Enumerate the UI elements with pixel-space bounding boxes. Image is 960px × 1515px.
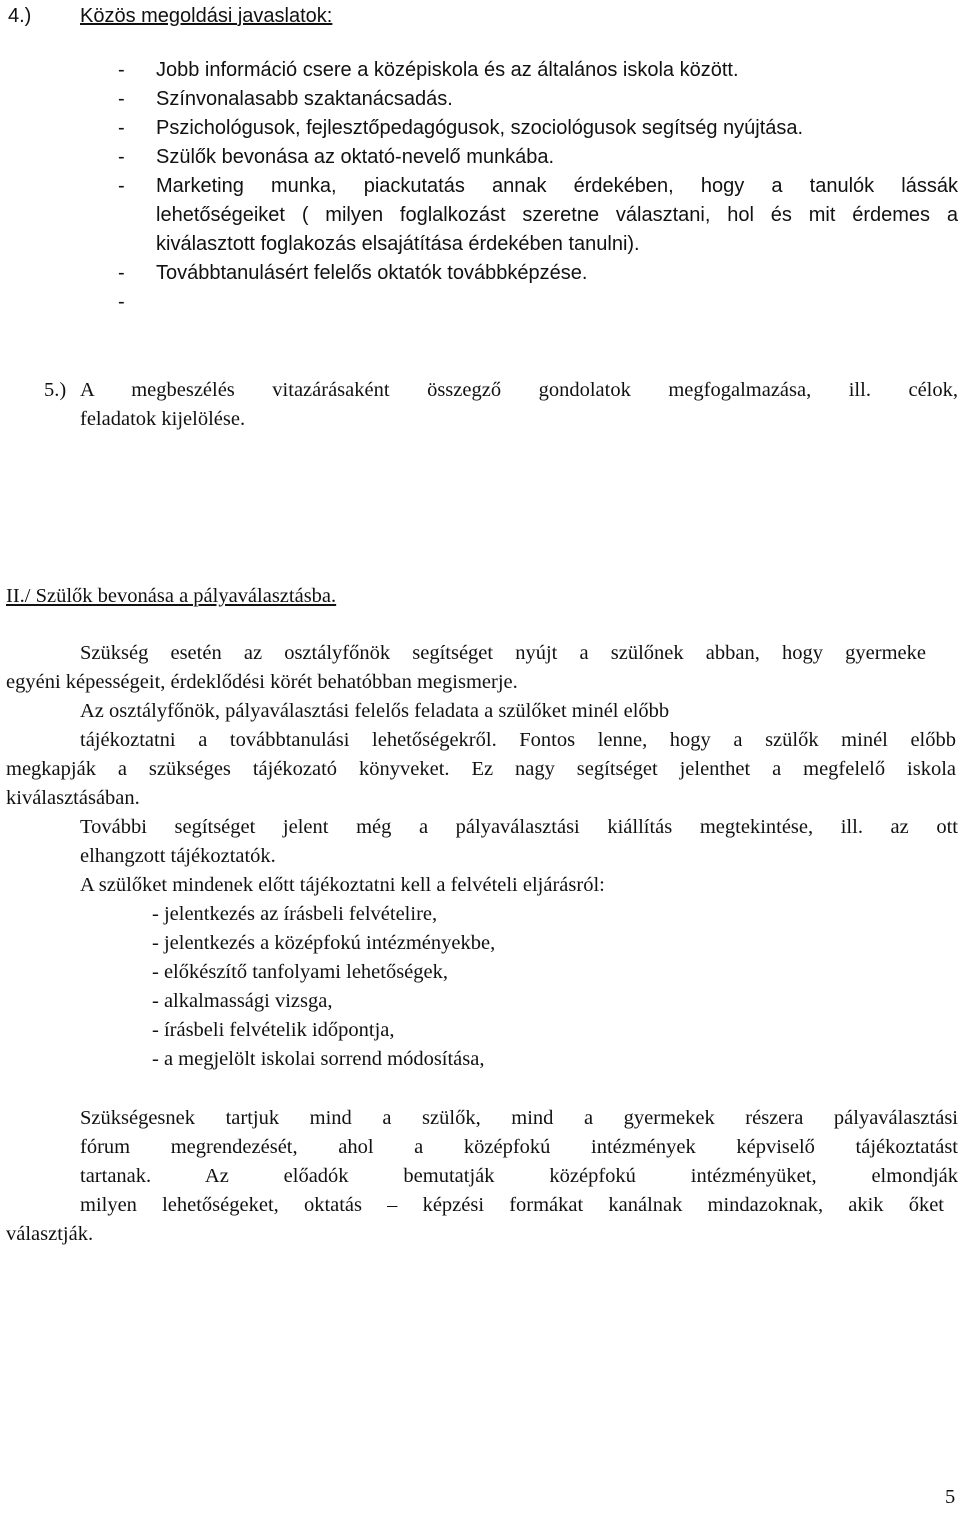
list-item-continuation: kiválasztott foglakozás elsajátítása érdekében tanulni). (156, 233, 640, 255)
list-dash: - (118, 117, 125, 139)
page-number: 5 (945, 1486, 956, 1508)
list-dash: - (118, 175, 125, 197)
list-item: - írásbeli felvételik időpontja, (152, 1019, 395, 1041)
paragraph-line: egyéni képességeit, érdeklődési körét behatóbban megismerje. (6, 671, 518, 693)
paragraph-line: elhangzott tájékoztatók. (80, 845, 276, 867)
paragraph-line: megkapják a szükséges tájékozató könyveket. Ez nagy segítséget jelenthet a megfelelő iskola (6, 758, 956, 780)
paragraph-line: Szükség esetén az osztályfőnök segítséget nyújt a szülőnek abban, hogy gyermeke (80, 642, 926, 664)
list-dash: - (118, 59, 125, 81)
list-dash: - (118, 88, 125, 110)
paragraph-line: További segítséget jelent még a pályaválasztási kiállítás megtekintése, ill. az ott (80, 816, 958, 838)
paragraph-line: milyen lehetőségeket, oktatás – képzési formákat kanálnak mindazoknak, akik őket (80, 1194, 944, 1216)
paragraph-line: választják. (6, 1223, 94, 1245)
list-item: Továbbtanulásért felelős oktatók továbbképzése. (156, 262, 588, 284)
section-4-number: 4.) (8, 5, 32, 27)
list-item: - előkészítő tanfolyami lehetőségek, (152, 961, 449, 983)
list-dash: - (118, 262, 125, 284)
paragraph-line: fórum megrendezését, ahol a középfokú intézmények képviselő tájékoztatást (80, 1136, 958, 1158)
list-item: Jobb információ csere a középiskola és az általános iskola között. (156, 59, 739, 81)
section-5-text: A megbeszélés vitazárásaként összegző gondolatok megfogalmazása, ill. célok, (80, 379, 958, 401)
list-item-continuation: lehetőségeiket ( milyen foglalkozást szeretne választani, hol és mit érdemes a (156, 204, 958, 226)
list-item: - a megjelölt iskolai sorrend módosítása, (152, 1048, 485, 1070)
paragraph-line: tartanak. Az előadók bemutatják középfokú intézményüket, elmondják (80, 1165, 958, 1187)
list-item: Marketing munka, piackutatás annak érdekében, hogy a tanulók lássák (156, 175, 958, 197)
section-4-heading: Közös megoldási javaslatok: (80, 5, 333, 27)
list-item: Pszichológusok, fejlesztőpedagógusok, szociológusok segítség nyújtása. (156, 117, 804, 139)
list-item: Színvonalasabb szaktanácsadás. (156, 88, 453, 110)
paragraph-line: A szülőket mindenek előtt tájékoztatni kell a felvételi eljárásról: (80, 874, 605, 896)
list-item: Szülők bevonása az oktató-nevelő munkába. (156, 146, 555, 168)
list-dash: - (118, 291, 125, 313)
paragraph-line: tájékoztatni a továbbtanulási lehetőségekről. Fontos lenne, hogy a szülők minél előbb (80, 729, 956, 751)
section-5-text-continuation: feladatok kijelölése. (80, 408, 246, 430)
list-item: - alkalmassági vizsga, (152, 990, 333, 1012)
section-5-number: 5.) (44, 379, 67, 401)
list-dash: - (118, 146, 125, 168)
list-item: - jelentkezés a középfokú intézményekbe, (152, 932, 496, 954)
paragraph-line: Szükségesnek tartjuk mind a szülők, mind a gyermekek részera pályaválasztási (80, 1107, 958, 1129)
section-ii-heading: II./ Szülők bevonása a pályaválasztásba. (6, 585, 337, 607)
paragraph-line: kiválasztásában. (6, 787, 140, 809)
paragraph-line: Az osztályfőnök, pályaválasztási felelős feladata a szülőket minél előbb (80, 700, 670, 722)
list-item: - jelentkezés az írásbeli felvételire, (152, 903, 438, 925)
